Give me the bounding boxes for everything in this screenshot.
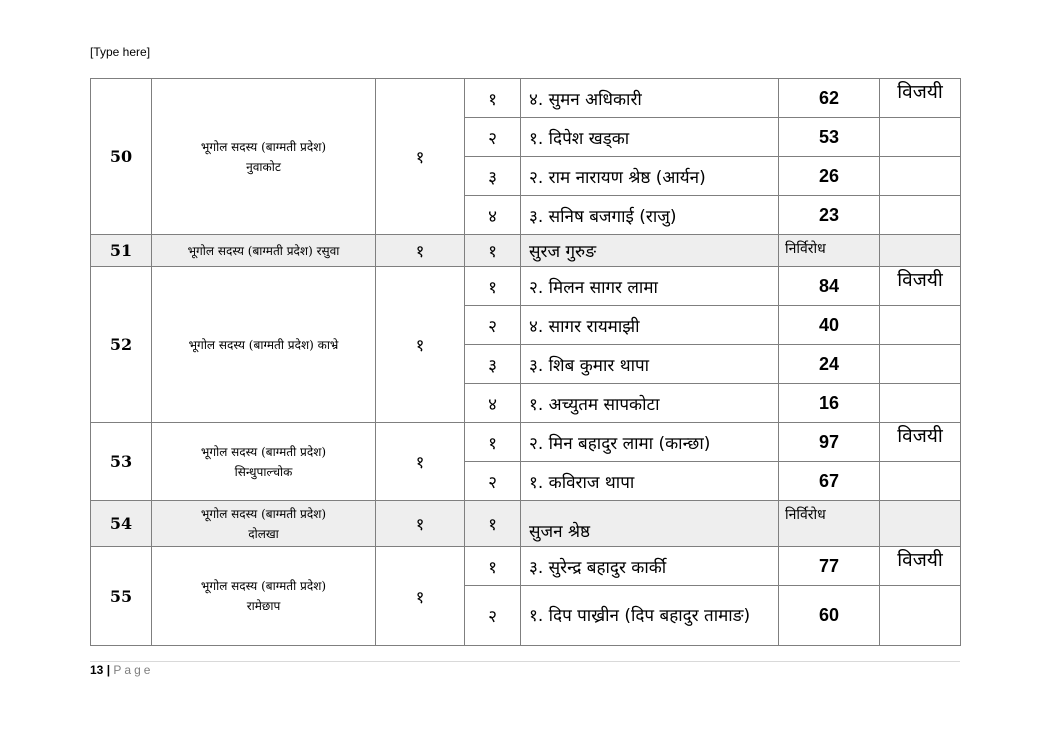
vote-count: 77	[779, 547, 880, 586]
vote-count: 60	[779, 586, 880, 646]
post-district: सिन्धुपाल्चोक	[234, 464, 293, 479]
candidate-name: ३. सनिष बजगाई (राजु)	[521, 196, 779, 235]
serial-number: 55	[91, 547, 152, 646]
serial-number: 50	[91, 79, 152, 235]
rank: १	[465, 235, 521, 267]
unopposed-label: निर्विरोध	[779, 235, 880, 267]
candidate-name: २. राम नारायण श्रेष्ठ (आर्यन)	[521, 157, 779, 196]
rank: ४	[465, 384, 521, 423]
candidate-name: २. मिन बहादुर लामा (कान्छा)	[521, 423, 779, 462]
post-district: दोलखा	[248, 526, 279, 541]
vote-count: 26	[779, 157, 880, 196]
vote-count: 84	[779, 267, 880, 306]
rank: ३	[465, 157, 521, 196]
result-label: विजयी	[897, 269, 943, 291]
seat-count: १	[376, 79, 465, 235]
vote-count: 16	[779, 384, 880, 423]
result-cell	[880, 462, 961, 501]
vote-count: 24	[779, 345, 880, 384]
result-label: विजयी	[897, 81, 943, 103]
result-cell	[880, 306, 961, 345]
post-cell	[152, 501, 376, 547]
vote-count: 97	[779, 423, 880, 462]
vote-count: 67	[779, 462, 880, 501]
serial-number: 53	[91, 423, 152, 501]
rank: १	[465, 501, 521, 547]
result-cell	[880, 267, 961, 306]
seat-count: १	[376, 501, 465, 547]
post-title: भूगोल सदस्य (बाग्मती प्रदेश)	[200, 579, 327, 593]
candidate-name: ४. सुमन अधिकारी	[521, 79, 779, 118]
rank: २	[465, 586, 521, 646]
vote-count: 53	[779, 118, 880, 157]
candidate-name: ४. सागर रायमाझी	[521, 306, 779, 345]
page-header: [Type here]	[90, 45, 151, 59]
result-cell	[880, 586, 961, 646]
post-district: रामेछाप	[246, 599, 281, 613]
table-row	[91, 501, 961, 547]
candidate-name: सुरज गुरुङ	[521, 235, 779, 267]
candidate-name: १. दिपेश खड्का	[521, 118, 779, 157]
result-cell	[880, 196, 961, 235]
candidate-name: १. दिप पाख्रीन (दिप बहादुर तामाङ)	[521, 586, 779, 646]
post-title: भूगोल सदस्य (बाग्मती प्रदेश)	[200, 444, 327, 459]
footer-divider	[90, 661, 960, 662]
footer-separator: |	[106, 663, 111, 677]
seat-count: १	[376, 267, 465, 423]
result-cell	[880, 157, 961, 196]
post-title: भूगोल सदस्य (बाग्मती प्रदेश)	[200, 506, 327, 521]
rank: १	[465, 547, 521, 586]
result-cell	[880, 547, 961, 586]
result-cell	[880, 501, 961, 547]
result-cell	[880, 118, 961, 157]
serial-number: 54	[91, 501, 152, 547]
vote-count: 23	[779, 196, 880, 235]
seat-count: १	[376, 547, 465, 646]
seat-count: १	[376, 423, 465, 501]
table-row	[91, 235, 961, 267]
rank: २	[465, 118, 521, 157]
post-title: भूगोल सदस्य (बाग्मती प्रदेश)	[200, 139, 327, 154]
rank: ४	[465, 196, 521, 235]
rank: २	[465, 306, 521, 345]
candidate-name: सुजन श्रेष्ठ	[521, 501, 779, 547]
serial-number: 52	[91, 267, 152, 423]
result-cell	[880, 345, 961, 384]
vote-count: 40	[779, 306, 880, 345]
rank: ३	[465, 345, 521, 384]
table-row	[91, 547, 961, 586]
result-cell	[880, 423, 961, 462]
post-title: भूगोल सदस्य (बाग्मती प्रदेश) रसुवा	[152, 235, 376, 267]
unopposed-label: निर्विरोध	[779, 501, 880, 547]
result-cell	[880, 384, 961, 423]
rank: १	[465, 267, 521, 306]
page-footer	[90, 663, 153, 677]
candidate-name: ३. सुरेन्द्र बहादुर कार्की	[521, 547, 779, 586]
vote-count: 62	[779, 79, 880, 118]
post-cell	[152, 79, 376, 235]
table-row	[91, 79, 961, 118]
rank: १	[465, 79, 521, 118]
serial-number: 51	[91, 235, 152, 267]
candidate-name: २. मिलन सागर लामा	[521, 267, 779, 306]
candidate-name: १. अच्युतम सापकोटा	[521, 384, 779, 423]
rank: २	[465, 462, 521, 501]
page-word: Page	[113, 663, 154, 677]
post-cell	[152, 547, 376, 646]
page-number: 13	[90, 663, 104, 677]
post-cell	[152, 423, 376, 501]
candidate-name: ३. शिब कुमार थापा	[521, 345, 779, 384]
result-cell	[880, 235, 961, 267]
election-results-table	[90, 78, 961, 646]
post-title: भूगोल सदस्य (बाग्मती प्रदेश) काभ्रे	[152, 267, 376, 423]
result-cell	[880, 79, 961, 118]
result-label: विजयी	[897, 549, 943, 571]
post-district: नुवाकोट	[246, 159, 281, 174]
table-row	[91, 267, 961, 306]
candidate-name: १. कविराज थापा	[521, 462, 779, 501]
table-row	[91, 423, 961, 462]
rank: १	[465, 423, 521, 462]
seat-count: १	[376, 235, 465, 267]
result-label: विजयी	[897, 425, 943, 447]
